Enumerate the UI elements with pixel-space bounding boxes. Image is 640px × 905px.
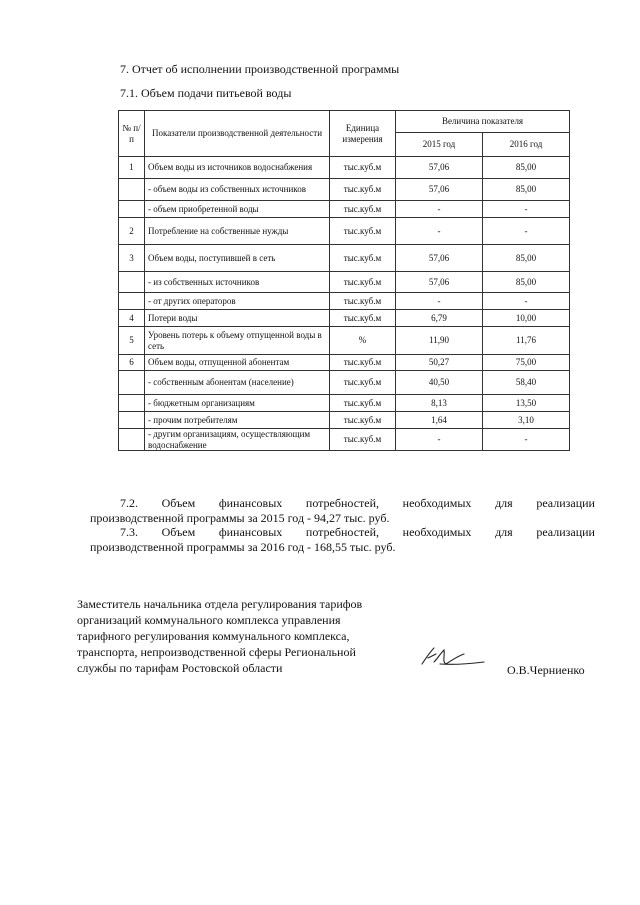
water-supply-table: [118, 110, 570, 451]
row-value-2016: 85,00: [483, 245, 570, 272]
row-indicator: - бюджетным организациям: [145, 395, 330, 412]
paragraph-word: потребностей,: [305, 525, 380, 539]
table-body: [119, 157, 570, 451]
section-title: 7. Отчет об исполнении производственной программы: [120, 62, 400, 76]
table-row: [119, 355, 570, 371]
row-unit: тыс.куб.м: [330, 245, 396, 272]
row-value-2016: 13,50: [483, 395, 570, 412]
paragraph-word: финансовых: [218, 525, 283, 539]
row-value-2015: 8,13: [396, 395, 483, 412]
signatory-title-line: Заместитель начальника отдела регулирования тарифов: [77, 597, 363, 611]
table-row: [119, 272, 570, 293]
paragraph-word: Объем: [161, 496, 196, 510]
paragraph-7-2: [90, 496, 595, 526]
row-indicator: - объем приобретенной воды: [145, 201, 330, 218]
table-row: [119, 412, 570, 429]
row-indicator: - объем воды из собственных источников: [145, 179, 330, 201]
row-value-2015: -: [396, 293, 483, 310]
row-num: 2: [119, 218, 145, 245]
signatory-title-line: организаций коммунального комплекса управления: [77, 613, 341, 627]
signatory-title-line: транспорта, непроизводственной сферы Региональной: [77, 645, 356, 659]
row-unit: тыс.куб.м: [330, 272, 396, 293]
row-value-2016: 10,00: [483, 310, 570, 327]
row-unit: тыс.куб.м: [330, 179, 396, 201]
paragraph-word: для: [495, 525, 513, 539]
signatory-title: [77, 596, 407, 676]
table-row: [119, 179, 570, 201]
table-row: [119, 371, 570, 395]
row-num: [119, 293, 145, 310]
paragraph-word: необходимых: [402, 496, 472, 510]
row-value-2016: 58,40: [483, 371, 570, 395]
row-indicator: - из собственных источников: [145, 272, 330, 293]
row-num: [119, 412, 145, 429]
row-indicator: Объем воды из источников водоснабжения: [145, 157, 330, 179]
paragraph-word: реализации: [536, 525, 595, 539]
row-unit: тыс.куб.м: [330, 218, 396, 245]
row-unit: тыс.куб.м: [330, 310, 396, 327]
row-indicator: - другим организациям, осуществляющим водоснабжение: [145, 429, 330, 451]
row-num: 1: [119, 157, 145, 179]
row-value-2016: -: [483, 218, 570, 245]
row-num: 4: [119, 310, 145, 327]
row-value-2016: 85,00: [483, 157, 570, 179]
row-value-2015: 40,50: [396, 371, 483, 395]
table-row: [119, 327, 570, 355]
paragraph-word: реализации: [536, 496, 595, 510]
row-value-2015: 57,06: [396, 245, 483, 272]
row-unit: тыс.куб.м: [330, 355, 396, 371]
row-unit: тыс.куб.м: [330, 157, 396, 179]
row-indicator: Потребление на собственные нужды: [145, 218, 330, 245]
paragraph-word: для: [495, 496, 513, 510]
row-num: [119, 272, 145, 293]
row-value-2015: -: [396, 218, 483, 245]
table-row: [119, 429, 570, 451]
row-indicator: - собственным абонентам (население): [145, 371, 330, 395]
row-unit: тыс.куб.м: [330, 371, 396, 395]
table-row: [119, 157, 570, 179]
row-value-2016: 85,00: [483, 272, 570, 293]
signatory-name: О.В.Черниенко: [507, 663, 585, 677]
row-value-2015: 11,90: [396, 327, 483, 355]
row-value-2015: -: [396, 429, 483, 451]
row-value-2016: 3,10: [483, 412, 570, 429]
table-row: [119, 201, 570, 218]
header-year-2015: 2015 год: [396, 133, 483, 157]
row-value-2015: 1,64: [396, 412, 483, 429]
row-num: 3: [119, 245, 145, 272]
table-row: [119, 395, 570, 412]
paragraph-7-3: [90, 525, 595, 555]
signatory-title-line: тарифного регулирования коммунального комплекса,: [77, 629, 350, 643]
signatory-title-line: службы по тарифам Ростовской области: [77, 661, 283, 675]
paragraph-word: потребностей,: [305, 496, 380, 510]
row-value-2016: 11,76: [483, 327, 570, 355]
row-value-2015: 57,06: [396, 179, 483, 201]
row-unit: тыс.куб.м: [330, 412, 396, 429]
paragraph-7-2-first-line: [90, 496, 595, 511]
row-value-2015: 57,06: [396, 157, 483, 179]
row-value-2016: 75,00: [483, 355, 570, 371]
header-num: № п/п: [119, 111, 145, 157]
table-row: [119, 310, 570, 327]
row-unit: тыс.куб.м: [330, 201, 396, 218]
paragraph-7-2-rest: производственной программы за 2015 год - 94,27 тыс. руб.: [90, 511, 390, 525]
table-row: [119, 218, 570, 245]
header-year-2016: 2016 год: [483, 133, 570, 157]
paragraph-7-3-first-line: [90, 525, 595, 540]
row-num: 6: [119, 355, 145, 371]
row-indicator: - прочим потребителям: [145, 412, 330, 429]
row-unit: %: [330, 327, 396, 355]
header-unit: Единица измерения: [330, 111, 396, 157]
row-unit: тыс.куб.м: [330, 429, 396, 451]
paragraph-word: Объем: [161, 525, 196, 539]
handwritten-signature: [418, 644, 488, 670]
header-indicator: Показатели производственной деятельности: [145, 111, 330, 157]
row-num: [119, 395, 145, 412]
row-num: [119, 371, 145, 395]
row-unit: тыс.куб.м: [330, 395, 396, 412]
paragraph-word: необходимых: [402, 525, 472, 539]
row-unit: тыс.куб.м: [330, 293, 396, 310]
row-indicator: Потери воды: [145, 310, 330, 327]
row-value-2016: 85,00: [483, 179, 570, 201]
paragraph-word: 7.2.: [120, 496, 138, 510]
row-value-2015: 50,27: [396, 355, 483, 371]
row-value-2016: -: [483, 429, 570, 451]
row-value-2015: 57,06: [396, 272, 483, 293]
paragraph-word: 7.3.: [120, 525, 138, 539]
row-value-2016: -: [483, 201, 570, 218]
paragraph-7-3-rest: производственной программы за 2016 год - 168,55 тыс. руб.: [90, 540, 396, 554]
table-row: [119, 293, 570, 310]
row-value-2016: -: [483, 293, 570, 310]
paragraph-word: финансовых: [218, 496, 283, 510]
row-indicator: Уровень потерь к объему отпущенной воды в сеть: [145, 327, 330, 355]
row-num: [119, 429, 145, 451]
subsection-title: 7.1. Объем подачи питьевой воды: [120, 86, 292, 100]
row-indicator: - от других операторов: [145, 293, 330, 310]
row-num: [119, 201, 145, 218]
row-num: [119, 179, 145, 201]
header-value: Величина показателя: [396, 111, 570, 133]
row-indicator: Объем воды, отпущенной абонентам: [145, 355, 330, 371]
row-num: 5: [119, 327, 145, 355]
row-value-2015: 6,79: [396, 310, 483, 327]
row-indicator: Объем воды, поступившей в сеть: [145, 245, 330, 272]
row-value-2015: -: [396, 201, 483, 218]
table-row: [119, 245, 570, 272]
